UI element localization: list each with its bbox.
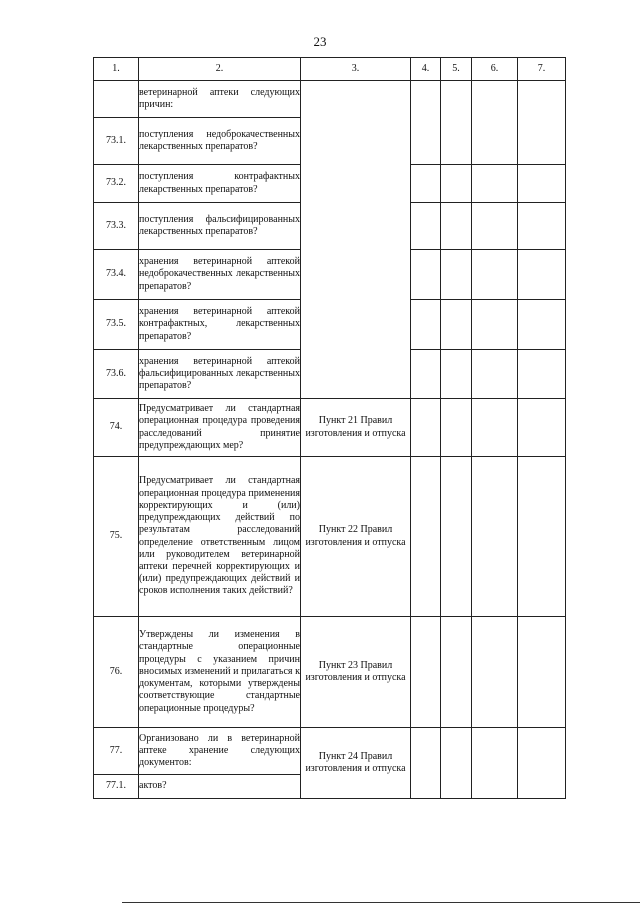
header-row bbox=[94, 58, 566, 81]
answer-cell bbox=[472, 165, 518, 203]
answer-cell bbox=[441, 300, 472, 350]
item-question: поступления недоброкачественных лекарственных препаратов? bbox=[139, 118, 301, 165]
table-row bbox=[94, 399, 566, 457]
item-number: 73.4. bbox=[94, 250, 139, 300]
answer-cell bbox=[441, 81, 472, 165]
item-question: поступления контрафактных лекарственных препаратов? bbox=[139, 165, 301, 203]
answer-cell bbox=[472, 350, 518, 399]
item-number: 77. bbox=[94, 728, 139, 775]
answer-cell bbox=[518, 728, 566, 799]
item-question: хранения ветеринарной аптекой фальсифицированных лекарственных препаратов? bbox=[139, 350, 301, 399]
answer-cell bbox=[472, 203, 518, 250]
answer-cell bbox=[472, 728, 518, 799]
column-header: 2. bbox=[139, 58, 301, 81]
item-number: 73.5. bbox=[94, 300, 139, 350]
answer-cell bbox=[411, 300, 441, 350]
item-question: хранения ветеринарной аптекой контрафактных, лекарственных препаратов? bbox=[139, 300, 301, 350]
answer-cell bbox=[441, 728, 472, 799]
answer-cell bbox=[441, 399, 472, 457]
answer-cell bbox=[411, 350, 441, 399]
column-header: 4. bbox=[411, 58, 441, 81]
answer-cell bbox=[441, 250, 472, 300]
answer-cell bbox=[518, 250, 566, 300]
answer-cell bbox=[472, 617, 518, 728]
item-question: Предусматривает ли стандартная операционная процедура проведения расследований принятие предупреждающих мер? bbox=[139, 399, 301, 457]
item-number: 73.6. bbox=[94, 350, 139, 399]
item-question: Утверждены ли изменения в стандартные операционные процедуры с указанием причин вносимых изменений и прилагаться к документам, которыми утверждены соответствующие стандартные операционные процедуры? bbox=[139, 617, 301, 728]
answer-cell bbox=[441, 203, 472, 250]
column-header: 7. bbox=[518, 58, 566, 81]
answer-cell bbox=[441, 617, 472, 728]
table-row bbox=[94, 617, 566, 728]
answer-cell bbox=[518, 203, 566, 250]
item-number: 73.2. bbox=[94, 165, 139, 203]
answer-cell bbox=[411, 399, 441, 457]
answer-cell bbox=[411, 165, 441, 203]
answer-cell bbox=[518, 350, 566, 399]
column-header: 6. bbox=[472, 58, 518, 81]
item-question: Организовано ли в ветеринарной аптеке хранение следующих документов: bbox=[139, 728, 301, 775]
table-row bbox=[94, 728, 566, 775]
item-number: 76. bbox=[94, 617, 139, 728]
reference-cell bbox=[301, 81, 411, 399]
page-bottom-rule bbox=[122, 902, 640, 903]
answer-cell bbox=[518, 399, 566, 457]
answer-cell bbox=[472, 81, 518, 165]
item-question: хранения ветеринарной аптекой недоброкачественных лекарственных препаратов? bbox=[139, 250, 301, 300]
item-question: актов? bbox=[139, 775, 301, 799]
answer-cell bbox=[472, 457, 518, 617]
item-number bbox=[94, 81, 139, 118]
requirements-table bbox=[93, 57, 566, 799]
answer-cell bbox=[411, 81, 441, 165]
item-number: 73.3. bbox=[94, 203, 139, 250]
legal-reference: Пункт 24 Правил изготовления и отпуска bbox=[301, 728, 411, 799]
answer-cell bbox=[518, 457, 566, 617]
table-row bbox=[94, 457, 566, 617]
answer-cell bbox=[518, 165, 566, 203]
column-header: 3. bbox=[301, 58, 411, 81]
item-number: 73.1. bbox=[94, 118, 139, 165]
item-number: 77.1. bbox=[94, 775, 139, 799]
answer-cell bbox=[472, 250, 518, 300]
legal-reference: Пункт 21 Правил изготовления и отпуска bbox=[301, 399, 411, 457]
table-row bbox=[94, 81, 566, 118]
answer-cell bbox=[411, 457, 441, 617]
answer-cell bbox=[411, 203, 441, 250]
legal-reference: Пункт 23 Правил изготовления и отпуска bbox=[301, 617, 411, 728]
answer-cell bbox=[411, 250, 441, 300]
answer-cell bbox=[411, 728, 441, 799]
answer-cell bbox=[472, 399, 518, 457]
item-number: 75. bbox=[94, 457, 139, 617]
answer-cell bbox=[441, 457, 472, 617]
answer-cell bbox=[411, 617, 441, 728]
answer-cell bbox=[441, 165, 472, 203]
item-question: ветеринарной аптеки следующих причин: bbox=[139, 81, 301, 118]
item-question: поступления фальсифицированных лекарственных препаратов? bbox=[139, 203, 301, 250]
answer-cell bbox=[472, 300, 518, 350]
answer-cell bbox=[518, 81, 566, 165]
answer-cell bbox=[441, 350, 472, 399]
column-header: 1. bbox=[94, 58, 139, 81]
legal-reference: Пункт 22 Правил изготовления и отпуска bbox=[301, 457, 411, 617]
answer-cell bbox=[518, 617, 566, 728]
item-number: 74. bbox=[94, 399, 139, 457]
page-number: 23 bbox=[313, 34, 327, 49]
column-header: 5. bbox=[441, 58, 472, 81]
item-question: Предусматривает ли стандартная операционная процедура применения корректирующих и (или) предупреждающих действий по результатам расследований определение ответственным лицом или руководителем ветеринарной аптеки перечней корректирующих и (или) предупреждающих действий и сроков исполнения таких действий? bbox=[139, 457, 301, 617]
answer-cell bbox=[518, 300, 566, 350]
